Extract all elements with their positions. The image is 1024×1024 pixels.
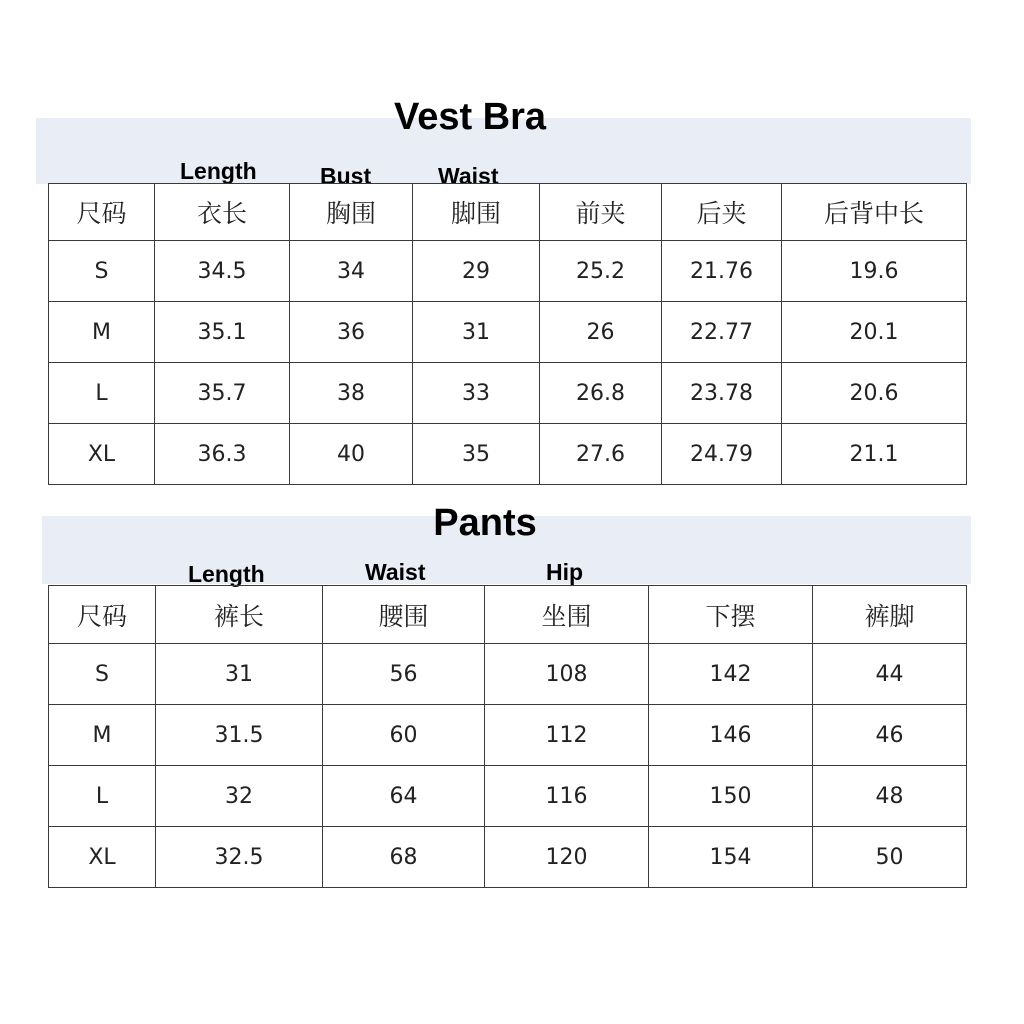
table-cell: 46 [813, 705, 967, 766]
table-cell: M [49, 302, 155, 363]
table-cell: 48 [813, 766, 967, 827]
vest-header-back-length: 后背中长 [782, 184, 967, 241]
table-cell: 60 [323, 705, 485, 766]
table-cell: 31.5 [156, 705, 323, 766]
table-cell: 21.1 [782, 424, 967, 485]
pants-label-hip: Hip [546, 559, 584, 585]
vest-title: Vest Bra [393, 96, 547, 138]
table-cell: S [49, 241, 155, 302]
table-cell: 23.78 [662, 363, 782, 424]
pants-label-waist: Waist [365, 559, 426, 585]
table-row [49, 302, 967, 363]
table-cell: 35.1 [155, 302, 290, 363]
vest-label-bust: Bust [320, 163, 372, 189]
pants-header-waist: 腰围 [323, 586, 485, 644]
table-row [49, 241, 967, 302]
table-cell: XL [49, 827, 156, 888]
table-cell: 33 [413, 363, 540, 424]
pants-header-size: 尺码 [49, 586, 156, 644]
table-cell: 20.6 [782, 363, 967, 424]
table-row [49, 424, 967, 485]
table-cell: 36.3 [155, 424, 290, 485]
table-cell: 40 [290, 424, 413, 485]
table-row [49, 766, 967, 827]
table-cell: 35 [413, 424, 540, 485]
vest-size-table [48, 183, 967, 485]
vest-header-hem: 脚围 [413, 184, 540, 241]
table-cell: 150 [649, 766, 813, 827]
table-cell: 116 [485, 766, 649, 827]
pants-header-hip: 坐围 [485, 586, 649, 644]
table-row [49, 363, 967, 424]
table-cell: S [49, 644, 156, 705]
table-cell: 31 [156, 644, 323, 705]
vest-header-row [49, 184, 967, 241]
table-row [49, 827, 967, 888]
table-cell: 146 [649, 705, 813, 766]
vest-header-size: 尺码 [49, 184, 155, 241]
table-cell: 22.77 [662, 302, 782, 363]
table-cell: 36 [290, 302, 413, 363]
table-cell: 68 [323, 827, 485, 888]
table-cell: 19.6 [782, 241, 967, 302]
table-cell: 38 [290, 363, 413, 424]
table-cell: 120 [485, 827, 649, 888]
vest-header-bust: 胸围 [290, 184, 413, 241]
table-cell: M [49, 705, 156, 766]
table-cell: 32.5 [156, 827, 323, 888]
table-row [49, 644, 967, 705]
table-cell: 21.76 [662, 241, 782, 302]
table-cell: 35.7 [155, 363, 290, 424]
table-row [49, 705, 967, 766]
table-cell: 26 [540, 302, 662, 363]
vest-header-front-armhole: 前夹 [540, 184, 662, 241]
table-cell: 20.1 [782, 302, 967, 363]
table-cell: 50 [813, 827, 967, 888]
pants-header-length: 裤长 [156, 586, 323, 644]
table-cell: 24.79 [662, 424, 782, 485]
table-cell: XL [49, 424, 155, 485]
table-cell: 142 [649, 644, 813, 705]
table-cell: 25.2 [540, 241, 662, 302]
table-cell: 27.6 [540, 424, 662, 485]
table-cell: 34.5 [155, 241, 290, 302]
table-cell: 64 [323, 766, 485, 827]
vest-header-back-armhole: 后夹 [662, 184, 782, 241]
table-cell: 108 [485, 644, 649, 705]
table-cell: L [49, 766, 156, 827]
pants-title: Pants [433, 502, 537, 544]
pants-header-leg-opening: 裤脚 [813, 586, 967, 644]
pants-header-hem: 下摆 [649, 586, 813, 644]
pants-header-row [49, 586, 967, 644]
table-cell: 34 [290, 241, 413, 302]
vest-header-length: 衣长 [155, 184, 290, 241]
table-cell: 44 [813, 644, 967, 705]
table-cell: 29 [413, 241, 540, 302]
table-cell: 26.8 [540, 363, 662, 424]
table-cell: 31 [413, 302, 540, 363]
pants-size-table [48, 585, 967, 888]
vest-label-length: Length [180, 158, 257, 184]
pants-label-length: Length [188, 561, 265, 587]
vest-label-waist: Waist [438, 163, 499, 189]
table-cell: 32 [156, 766, 323, 827]
table-cell: 56 [323, 644, 485, 705]
table-cell: 112 [485, 705, 649, 766]
table-cell: 154 [649, 827, 813, 888]
table-cell: L [49, 363, 155, 424]
